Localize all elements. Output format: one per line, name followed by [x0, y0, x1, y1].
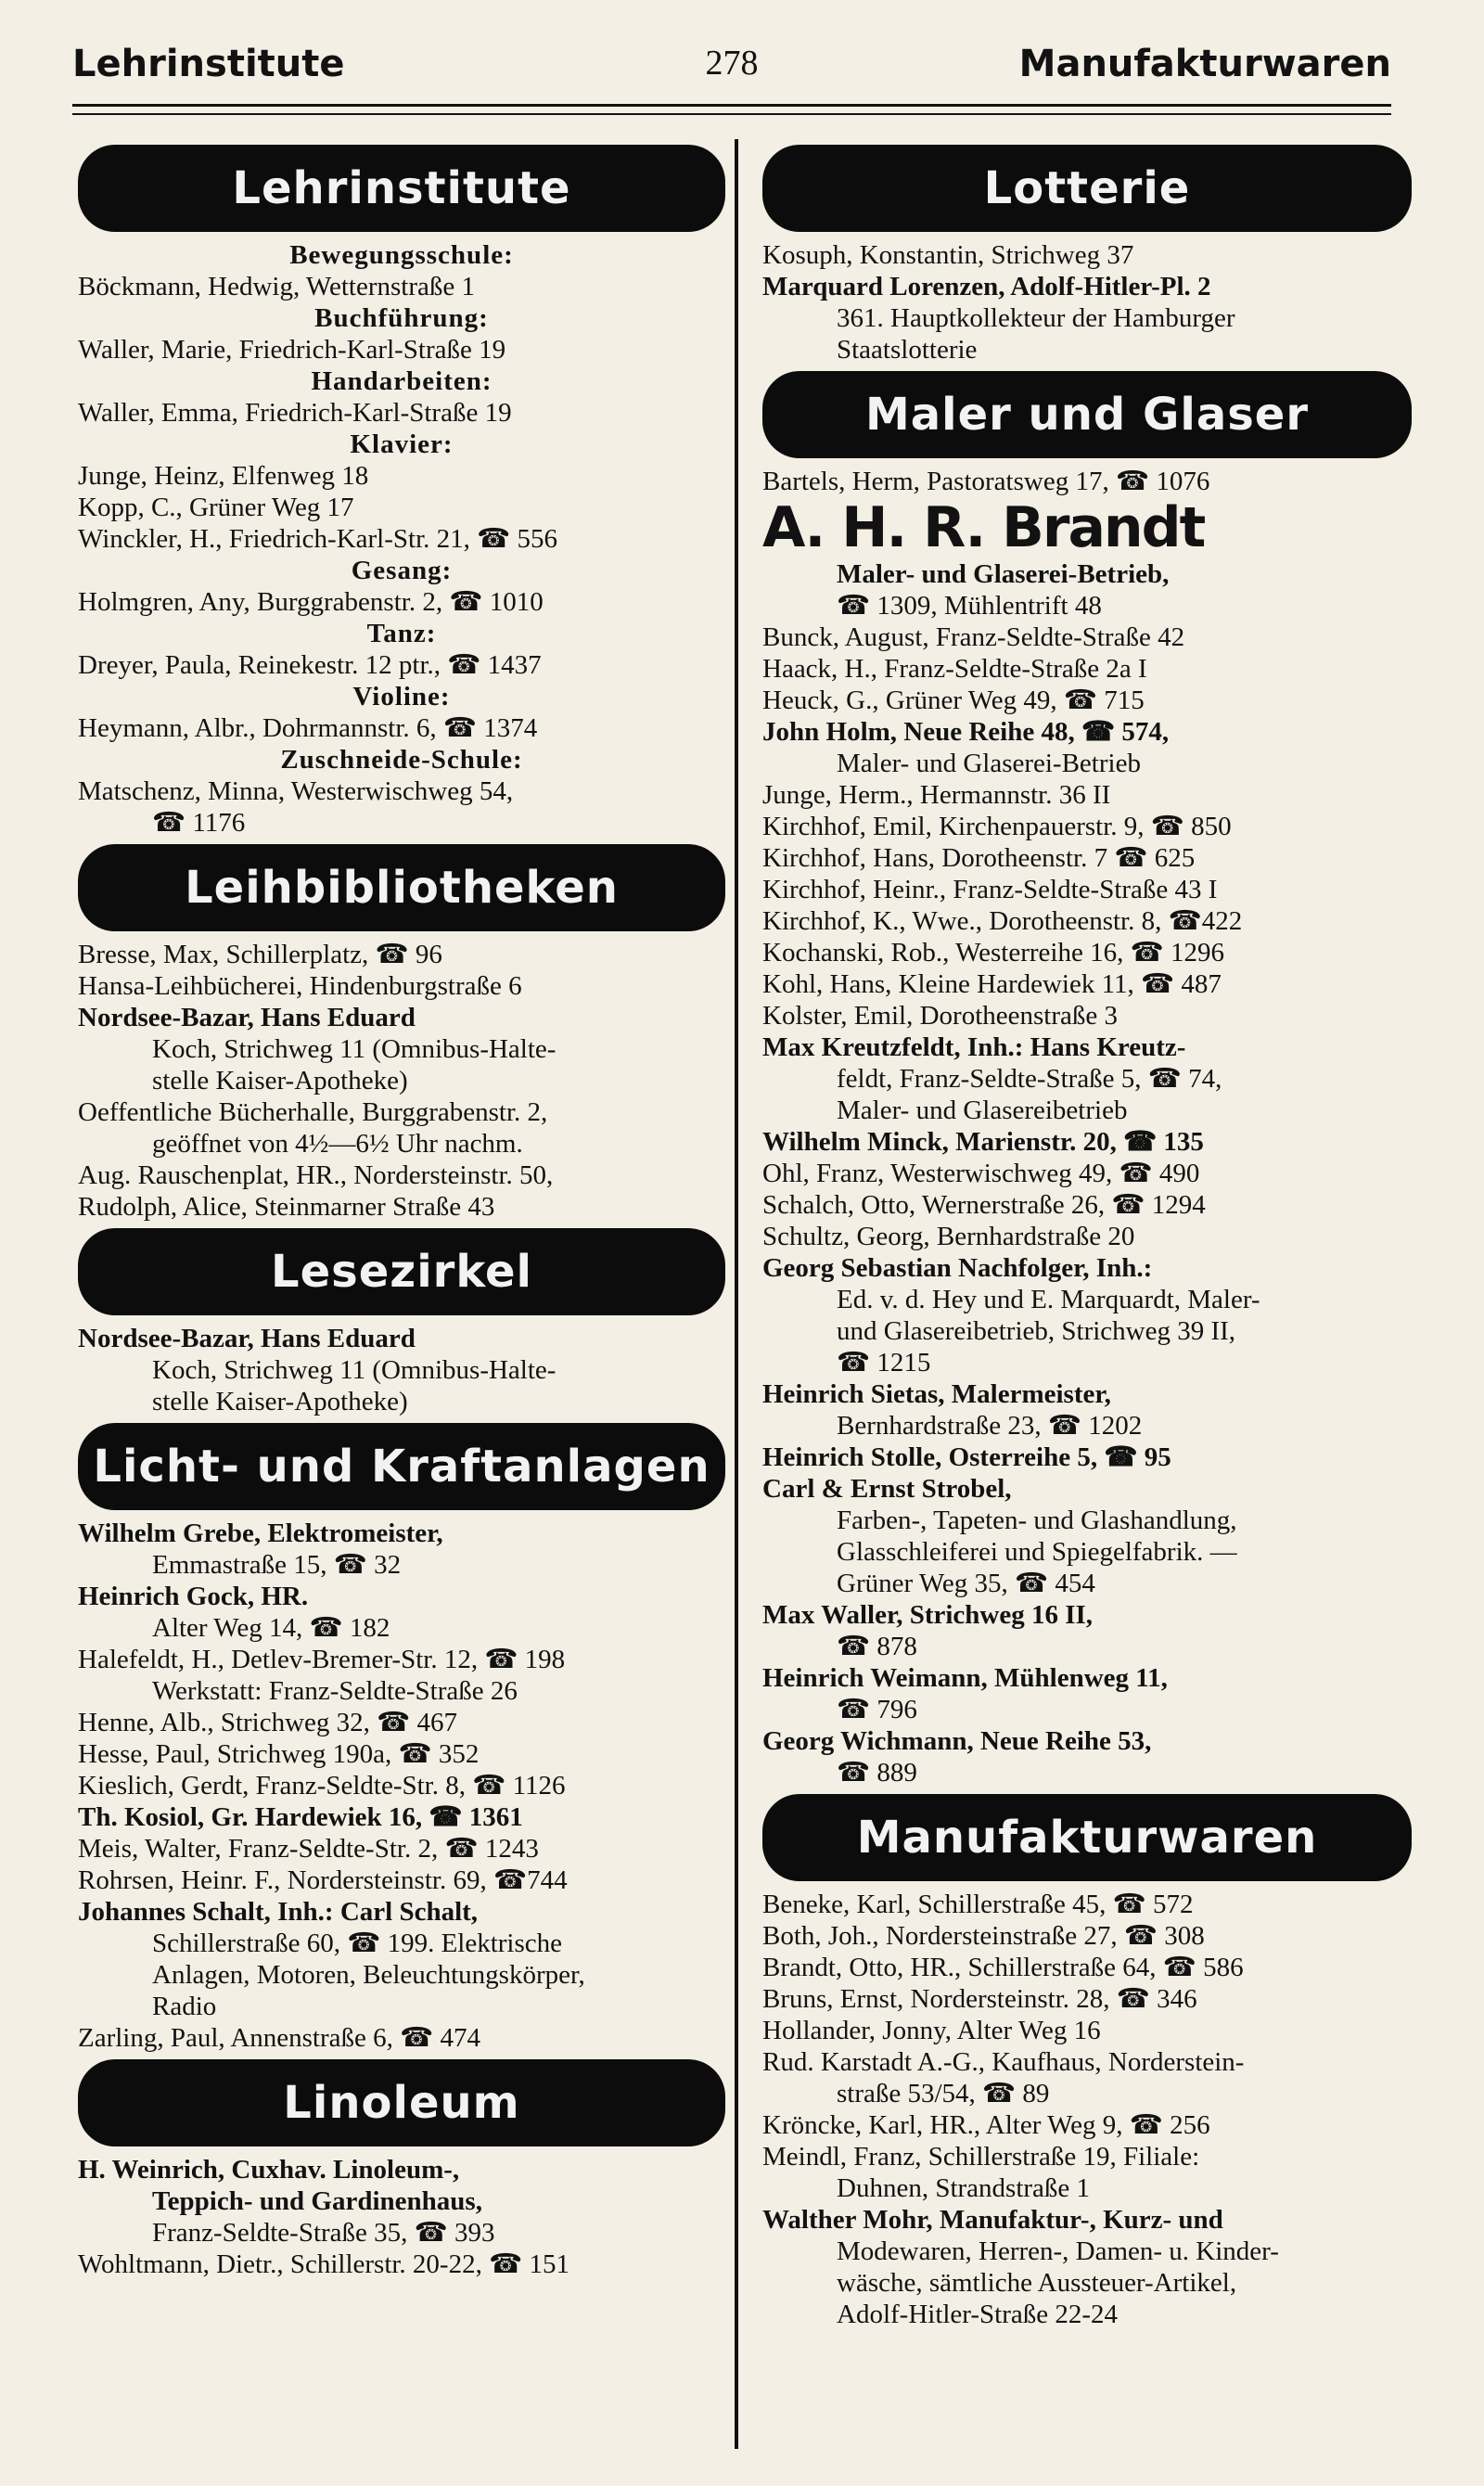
section-list-maler: [762, 558, 1412, 1788]
right-column: [762, 139, 1412, 2330]
directory-entry: und Glasereibetrieb, Strichweg 39 II,: [837, 1316, 1236, 1346]
directory-entry: Maler- und Glasereibetrieb: [837, 1096, 1128, 1125]
directory-entry: straße 53/54, ☎ 89: [837, 2079, 1050, 2108]
directory-entry: Kohl, Hans, Kleine Hardewiek 11, ☎ 487: [762, 969, 1222, 999]
category-heading: Bewegungsschule:: [289, 240, 514, 270]
directory-entry: Kolster, Emil, Dorotheenstraße 3: [762, 1001, 1118, 1031]
directory-entry: ☎ 796: [837, 1695, 917, 1724]
directory-entry: Schultz, Georg, Bernhardstraße 20: [762, 1222, 1135, 1251]
directory-entry: Kochanski, Rob., Westerreihe 16, ☎ 1296: [762, 938, 1224, 967]
directory-entry: Kirchhof, Hans, Dorotheenstr. 7 ☎ 625: [762, 843, 1196, 873]
directory-entry: Meindl, Franz, Schillerstraße 19, Filiale:: [762, 2142, 1200, 2172]
directory-entry: Heymann, Albr., Dohrmannstr. 6, ☎ 1374: [78, 713, 538, 743]
directory-entry: Bresse, Max, Schillerplatz, ☎ 96: [78, 940, 442, 969]
category-heading: Klavier:: [350, 429, 454, 459]
directory-entry: Duhnen, Strandstraße 1: [837, 2173, 1091, 2203]
header-right: Manufakturwaren: [1018, 43, 1391, 85]
directory-entry: Georg Wichmann, Neue Reihe 53,: [762, 1726, 1152, 1756]
page-header: [72, 37, 1391, 93]
directory-entry: Alter Weg 14, ☎ 182: [152, 1613, 390, 1643]
directory-entry: geöffnet von 4½—6½ Uhr nachm.: [152, 1129, 523, 1159]
directory-entry: Nordsee-Bazar, Hans Eduard: [78, 1324, 416, 1353]
directory-entry: ☎ 889: [837, 1758, 917, 1788]
section-banner-linoleum: Linoleum: [78, 2059, 725, 2146]
section-banner-lotterie: Lotterie: [762, 145, 1412, 232]
directory-entry: Waller, Marie, Friedrich-Karl-Straße 19: [78, 335, 506, 365]
category-heading: Violine:: [352, 682, 451, 711]
directory-entry: Max Kreutzfeldt, Inh.: Hans Kreutz-: [762, 1032, 1186, 1062]
directory-entry: Bartels, Herm, Pastoratsweg 17, ☎ 1076: [762, 467, 1210, 496]
directory-entry: Emmastraße 15, ☎ 32: [152, 1550, 402, 1580]
directory-entry: Bunck, August, Franz-Seldte-Straße 42: [762, 622, 1185, 652]
directory-entry: Ed. v. d. Hey und E. Marquardt, Maler-: [837, 1285, 1260, 1314]
directory-entry: Carl & Ernst Strobel,: [762, 1474, 1012, 1504]
section-list-maler-pre: [762, 466, 1412, 497]
directory-entry: John Holm, Neue Reihe 48, ☎ 574,: [762, 717, 1170, 747]
directory-entry: Wilhelm Minck, Marienstr. 20, ☎ 135: [762, 1127, 1204, 1157]
directory-entry: Matschenz, Minna, Westerwischweg 54,: [78, 776, 514, 806]
directory-entry: Heinrich Gock, HR.: [78, 1582, 309, 1611]
directory-entry: Wohltmann, Dietr., Schillerstr. 20-22, ☎ 151: [78, 2249, 569, 2279]
brandt-advertisement: A. H. R. Brandt: [762, 495, 1205, 560]
directory-entry: Kosuph, Konstantin, Strichweg 37: [762, 240, 1134, 270]
directory-entry: Beneke, Karl, Schillerstraße 45, ☎ 572: [762, 1890, 1194, 1919]
directory-entry: Grüner Weg 35, ☎ 454: [837, 1569, 1095, 1598]
directory-entry: ☎ 1176: [152, 808, 246, 838]
directory-entry: Bernhardstraße 23, ☎ 1202: [837, 1411, 1143, 1441]
directory-entry: Brandt, Otto, HR., Schillerstraße 64, ☎ 586: [762, 1953, 1244, 1982]
directory-entry: Hesse, Paul, Strichweg 190a, ☎ 352: [78, 1739, 480, 1769]
directory-entry: Both, Joh., Nordersteinstraße 27, ☎ 308: [762, 1921, 1205, 1951]
section-banner-lehrinstitute: Lehrinstitute: [78, 145, 725, 232]
directory-entry: Max Waller, Strichweg 16 II,: [762, 1600, 1094, 1630]
header-rule-2: [72, 113, 1391, 115]
directory-entry: Haack, H., Franz-Seldte-Straße 2a I: [762, 654, 1147, 684]
directory-entry: Kirchhof, Heinr., Franz-Seldte-Straße 43 I: [762, 875, 1218, 904]
directory-entry: Kieslich, Gerdt, Franz-Seldte-Str. 8, ☎ 1126: [78, 1771, 566, 1800]
category-heading: Gesang:: [351, 556, 453, 585]
directory-entry: Wilhelm Grebe, Elektromeister,: [78, 1519, 443, 1548]
directory-entry: Anlagen, Motoren, Beleuchtungskörper,: [152, 1960, 585, 1990]
directory-entry: Henne, Alb., Strichweg 32, ☎ 467: [78, 1708, 458, 1737]
page-number: 278: [705, 44, 759, 83]
section-banner-licht: Licht- und Kraftanlagen: [78, 1423, 725, 1510]
category-heading: Zuschneide-Schule:: [280, 745, 523, 775]
category-heading: Buchführung:: [314, 303, 489, 333]
directory-entry: Heinrich Stolle, Osterreihe 5, ☎ 95: [762, 1442, 1171, 1472]
left-column: [78, 139, 725, 2280]
directory-entry: Kirchhof, Emil, Kirchenpauerstr. 9, ☎ 850: [762, 812, 1232, 841]
section-list-lotterie: [762, 239, 1412, 365]
section-banner-leihbibliotheken: Leihbibliotheken: [78, 844, 725, 931]
directory-entry: Nordsee-Bazar, Hans Eduard: [78, 1003, 416, 1032]
directory-entry: Junge, Herm., Hermannstr. 36 II: [762, 780, 1111, 810]
directory-entry: 361. Hauptkollekteur der Hamburger: [837, 303, 1235, 333]
directory-entry: ☎ 1215: [837, 1348, 931, 1378]
directory-entry: Rud. Karstadt A.-G., Kaufhaus, Norderstein-: [762, 2047, 1245, 2077]
directory-entry: ☎ 878: [837, 1632, 917, 1661]
directory-entry: Koch, Strichweg 11 (Omnibus-Halte-: [152, 1034, 556, 1064]
directory-entry: Werkstatt: Franz-Seldte-Straße 26: [152, 1676, 518, 1706]
directory-entry: Dreyer, Paula, Reinekestr. 12 ptr., ☎ 1437: [78, 650, 542, 680]
directory-entry: Hansa-Leihbücherei, Hindenburgstraße 6: [78, 971, 522, 1001]
section-banner-maler: Maler und Glaser: [762, 371, 1412, 458]
directory-entry: Böckmann, Hedwig, Wetternstraße 1: [78, 272, 475, 301]
directory-entry: Heinrich Weimann, Mühlenweg 11,: [762, 1663, 1168, 1693]
directory-entry: Kirchhof, K., Wwe., Dorotheenstr. 8, ☎422: [762, 906, 1243, 936]
directory-entry: Halefeldt, H., Detlev-Bremer-Str. 12, ☎ 198: [78, 1645, 566, 1674]
directory-entry: Kröncke, Karl, HR., Alter Weg 9, ☎ 256: [762, 2110, 1210, 2140]
directory-entry: Johannes Schalt, Inh.: Carl Schalt,: [78, 1897, 479, 1927]
directory-entry: Bruns, Ernst, Nordersteinstr. 28, ☎ 346: [762, 1984, 1197, 2014]
directory-entry: H. Weinrich, Cuxhav. Linoleum-,: [78, 2155, 460, 2185]
section-list-leihbibliotheken: [78, 939, 725, 1223]
directory-entry: Waller, Emma, Friedrich-Karl-Straße 19: [78, 398, 512, 428]
directory-entry: stelle Kaiser-Apotheke): [152, 1387, 408, 1416]
directory-entry: Schillerstraße 60, ☎ 199. Elektrische: [152, 1929, 563, 1958]
section-banner-lesezirkel: Lesezirkel: [78, 1228, 725, 1315]
header-left: Lehrinstitute: [72, 43, 345, 85]
column-divider: [735, 139, 738, 2449]
directory-entry: ☎ 1309, Mühlentrift 48: [837, 591, 1102, 621]
section-banner-manufakturwaren: Manufakturwaren: [762, 1794, 1412, 1881]
directory-entry: Maler- und Glaserei-Betrieb: [837, 749, 1141, 778]
directory-entry: Maler- und Glaserei-Betrieb,: [837, 559, 1170, 589]
directory-entry: Staatslotterie: [837, 335, 978, 365]
directory-entry: Radio: [152, 1992, 217, 2021]
directory-entry: Franz-Seldte-Straße 35, ☎ 393: [152, 2218, 495, 2248]
directory-entry: Winckler, H., Friedrich-Karl-Str. 21, ☎ 556: [78, 524, 558, 554]
directory-entry: Schalch, Otto, Wernerstraße 26, ☎ 1294: [762, 1190, 1206, 1220]
directory-entry: Georg Sebastian Nachfolger, Inh.:: [762, 1253, 1153, 1283]
directory-entry: Ohl, Franz, Westerwischweg 49, ☎ 490: [762, 1159, 1200, 1188]
directory-entry: Heinrich Sietas, Malermeister,: [762, 1379, 1111, 1409]
directory-entry: Zarling, Paul, Annenstraße 6, ☎ 474: [78, 2023, 480, 2053]
directory-entry: Glasschleiferei und Spiegelfabrik. —: [837, 1537, 1237, 1567]
category-heading: Handarbeiten:: [311, 366, 493, 396]
directory-entry: feldt, Franz-Seldte-Straße 5, ☎ 74,: [837, 1064, 1222, 1094]
section-list-linoleum: [78, 2154, 725, 2280]
directory-entry: Teppich- und Gardinenhaus,: [152, 2186, 482, 2216]
directory-entry: Aug. Rauschenplat, HR., Nordersteinstr. 50,: [78, 1160, 554, 1190]
directory-entry: Marquard Lorenzen, Adolf-Hitler-Pl. 2: [762, 272, 1211, 301]
section-list-lehrinstitute: [78, 239, 725, 839]
directory-entry: Meis, Walter, Franz-Seldte-Str. 2, ☎ 1243: [78, 1834, 539, 1864]
directory-entry: Oeffentliche Bücherhalle, Burggrabenstr. 2,: [78, 1097, 548, 1127]
directory-entry: Farben-, Tapeten- und Glashandlung,: [837, 1506, 1237, 1535]
category-heading: Tanz:: [366, 619, 437, 648]
directory-entry: Hollander, Jonny, Alter Weg 16: [762, 2016, 1101, 2045]
directory-entry: Adolf-Hitler-Straße 22-24: [837, 2300, 1119, 2329]
header-rule: [72, 104, 1391, 107]
directory-entry: Walther Mohr, Manufaktur-, Kurz- und: [762, 2205, 1223, 2235]
directory-entry: Junge, Heinz, Elfenweg 18: [78, 461, 369, 491]
directory-entry: Rohrsen, Heinr. F., Nordersteinstr. 69, ☎744: [78, 1865, 568, 1895]
directory-entry: Holmgren, Any, Burggrabenstr. 2, ☎ 1010: [78, 587, 544, 617]
section-list-lesezirkel: [78, 1323, 725, 1417]
directory-entry: Heuck, G., Grüner Weg 49, ☎ 715: [762, 686, 1145, 715]
directory-entry: Koch, Strichweg 11 (Omnibus-Halte-: [152, 1355, 556, 1385]
directory-entry: wäsche, sämtliche Aussteuer-Artikel,: [837, 2268, 1237, 2298]
directory-entry: Modewaren, Herren-, Damen- u. Kinder-: [837, 2236, 1279, 2266]
directory-entry: Rudolph, Alice, Steinmarner Straße 43: [78, 1192, 495, 1222]
directory-entry: Kopp, C., Grüner Weg 17: [78, 493, 354, 522]
directory-entry: stelle Kaiser-Apotheke): [152, 1066, 408, 1096]
section-list-licht: [78, 1518, 725, 2054]
section-list-manufakturwaren: [762, 1889, 1412, 2330]
directory-entry: Th. Kosiol, Gr. Hardewiek 16, ☎ 1361: [78, 1802, 523, 1832]
